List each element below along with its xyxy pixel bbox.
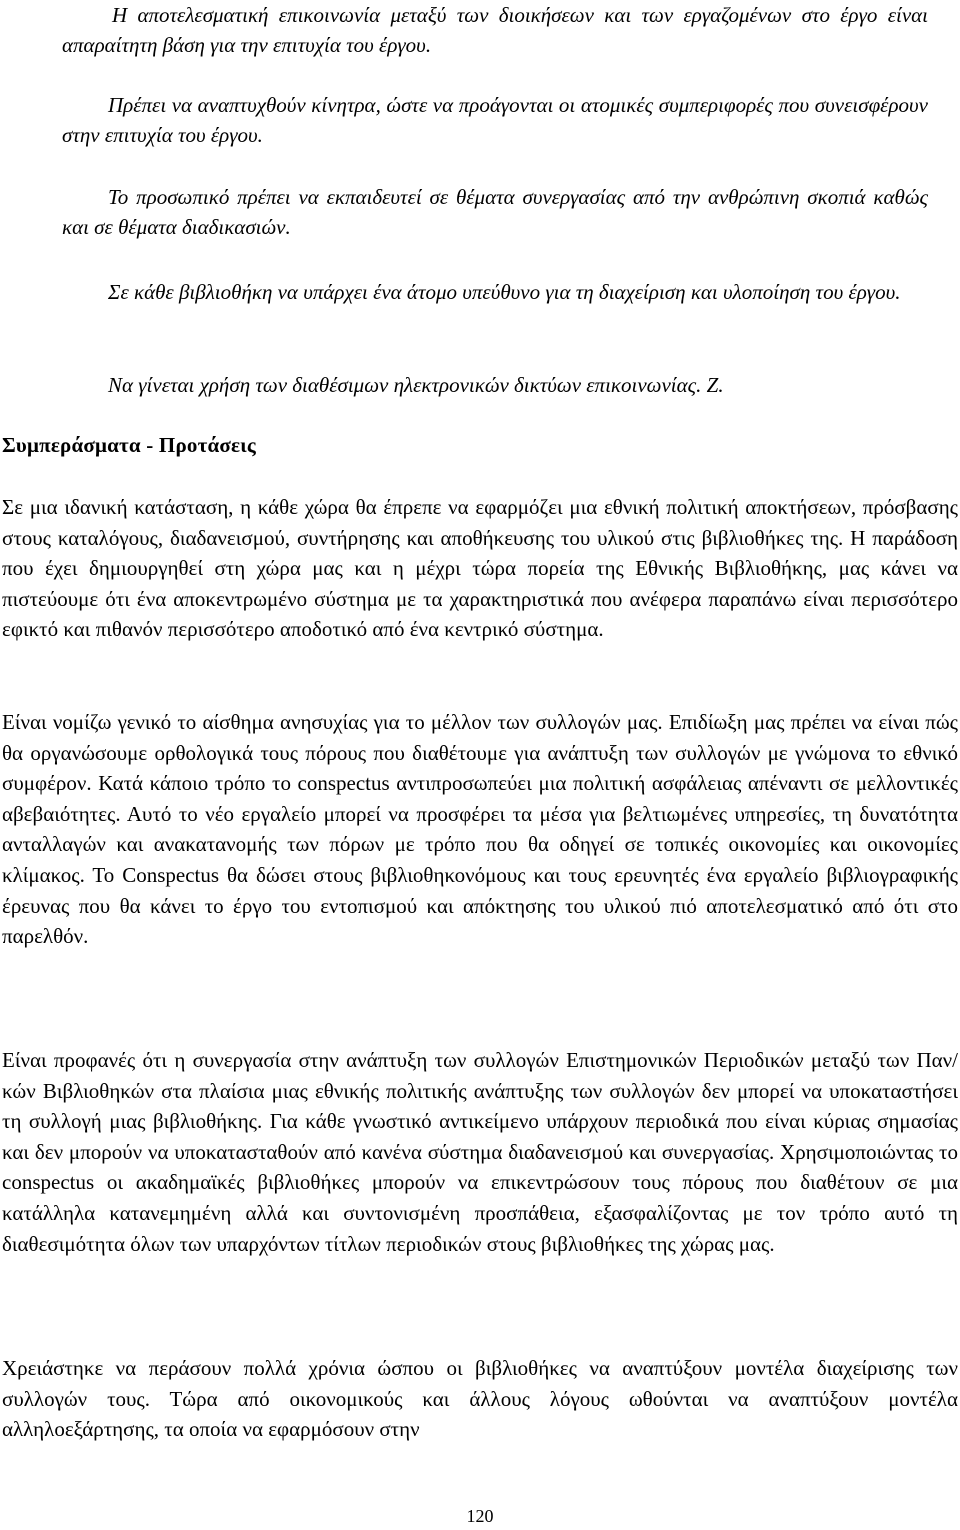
italic-paragraph-4: Σε κάθε βιβλιοθήκη να υπάρχει ένα άτομο υπεύθυνο για τη διαχείριση και υλοποίηση του έργου. xyxy=(108,280,901,304)
body-paragraph-text: Είναι νομίζω γενικό το αίσθημα ανησυχίας για το μέλλον των συλλογών μας. Επιδίωξη μας πρέπει να είναι πώς θα οργανώσουμε ορθολογικά τους πόρους που διαθέτουμε για ανάπτυξη των συλλογών με γνώμονα το εθνικό συμφέρον. Κατά κάποιο τρόπο το conspectus αντιπροσωπεύει μια πολιτική ασφάλειας απέναντι σε μελλοντικές αβεβαιότητες. Αυτό το νέο εργαλείο μπορεί να προσφέρει τα μέσα για βελτιωμένες υπηρεσίες, τη δυνατότητα ανταλλαγών και ανακατανομής των πόρων με τρόπο που θα οδηγεί σε τοπικές οικονομίες και οικονομίες κλίμακος. Το Conspectus θα δώσει στους βιβλιοθηκονόμους και τους ερευνητές ένα εργαλείο βιβλιογραφικής έρευνας που θα κάνει το έργο του εντοπισμού και απόκτησης του υλικού πιό αποτελεσματικό από ότι στο παρελθόν. xyxy=(2,710,958,949)
italic-paragraph xyxy=(0,0,960,60)
italic-paragraph xyxy=(0,277,960,307)
italic-paragraph-5: Να γίνεται χρήση των διαθέσιμων ηλεκτρονικών δικτύων επικοινωνίας. Ζ. xyxy=(108,373,724,397)
body-paragraph-1 xyxy=(2,492,958,645)
page-number: 120 xyxy=(466,1506,494,1526)
italic-paragraph-1: Η αποτελεσματική επικοινωνία μεταξύ των διοικήσεων και των εργαζομένων στο έργο είναι απαραίτητη βάση για την επιτυχία του έργου. xyxy=(62,3,928,57)
body-paragraph-3 xyxy=(2,1045,958,1259)
section-heading: Συμπεράσματα - Προτάσεις xyxy=(2,433,256,457)
body-paragraph-text: Σε μια ιδανική κατάσταση, η κάθε χώρα θα έπρεπε να εφαρμόζει μια εθνική πολιτική αποκτήσεων, πρόσβασης στους καταλόγους, διαδανεισμού, συντήρησης και αποθήκευσης του υλικού στις βιβλιοθήκες της. Η παράδοση που έχει δημιουργηθεί στη χώρα μας και η μέχρι τώρα πορεία της Εθνικής Βιβλιοθήκης, μας κάνει να πιστεύουμε ότι ένα αποκεντρωμένο σύστημα με τα χαρακτηριστικά που ανέφερα παραπάνω είναι περισσότερο εφικτό και πιθανόν περισσότερο αποδοτικό από ένα κεντρικό σύστημα. xyxy=(2,495,958,642)
italic-paragraph-2: Πρέπει να αναπτυχθούν κίνητρα, ώστε να προάγονται οι ατομικές συμπεριφορές που συνεισφέρουν στην επιτυχία του έργου. xyxy=(62,93,928,147)
italic-paragraph xyxy=(0,90,960,150)
body-paragraph-text: Είναι προφανές ότι η συνεργασία στην ανάπτυξη των συλλογών Επιστημονικών Περιοδικών μεταξύ των Παν/κών Βιβλιοθηκών στα πλαίσια μιας εθνικής πολιτικής ανάπτυξης των συλλογών δεν μπορεί να υποκαταστήσει τη συλλογή μιας βιβλιοθήκης. Για κάθε γνωστικό αντικείμενο υπάρχουν περιοδικά που είναι κύριας σημασίας και δεν μπορούν να υποκατασταθούν από κανένα σύστημα διαδανεισμού και συνεργασίας. Χρησιμοποιώντας το conspectus οι ακαδημαϊκές βιβλιοθήκες μπορούν να επικεντρώσουν τους πόρους που διαθέτουν σε μια κατάλληλα κατανεμημένη αλλά και συντονισμένη προσπάθεια, εξασφαλίζοντας με τον τρόπο αυτό τη διαθεσιμότητα όλων των υπαρχόντων τίτλων περιοδικών στους βιβλιοθήκες της χώρας μας. xyxy=(2,1048,958,1256)
body-paragraph-2 xyxy=(2,707,958,952)
italic-paragraph-3: Το προσωπικό πρέπει να εκπαιδευτεί σε θέματα συνεργασίας από την ανθρώπινη σκοπιά καθώς και σε θέματα διαδικασιών. xyxy=(62,185,928,239)
body-paragraph-4 xyxy=(2,1353,958,1445)
italic-paragraph xyxy=(0,182,960,242)
italic-paragraph xyxy=(0,370,960,400)
body-paragraph-text: Χρειάστηκε να περάσουν πολλά χρόνια ώσπου οι βιβλιοθήκες να αναπτύξουν μοντέλα διαχείρισης των συλλογών τους. Τώρα από οικονομικούς και άλλους λόγους ωθούνται να αναπτύξουν μοντέλα αλληλοεξάρτησης, τα οποία να εφαρμόσουν στην xyxy=(2,1356,958,1442)
